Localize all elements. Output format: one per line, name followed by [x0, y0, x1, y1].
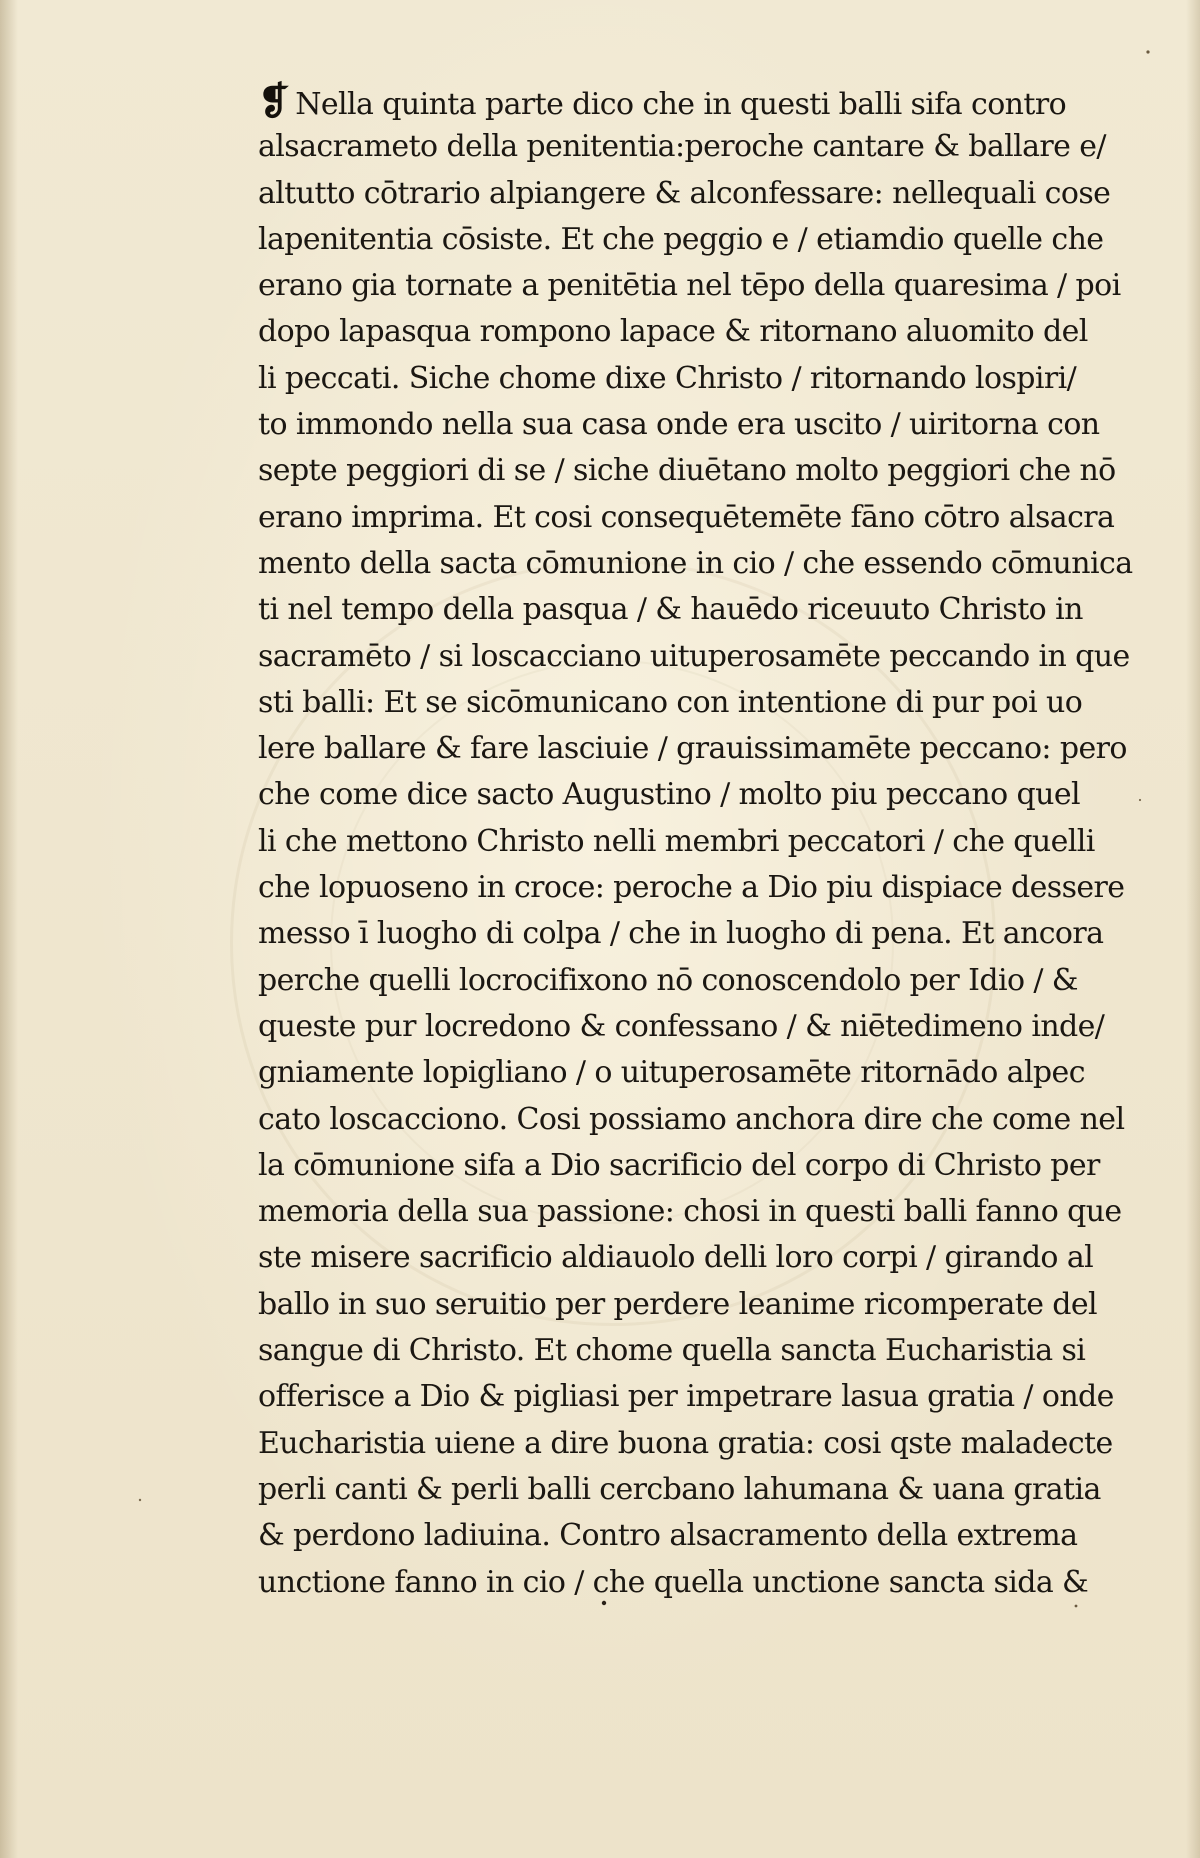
text-line: alsacrameto della penitentia:peroche cantare & ballare e/	[258, 129, 1106, 165]
text-line: memoria della sua passione: chosi in questi balli fanno que	[258, 1194, 1122, 1230]
ink-speck	[1139, 799, 1141, 801]
ink-speck	[139, 1499, 141, 1501]
text-line-content: Nella quinta parte dico che in questi balli sifa contro	[295, 87, 1067, 122]
text-line: li che mettono Christo nelli membri peccatori / che quelli	[258, 823, 1095, 859]
text-line: to immondo nella sua casa onde era uscito / uiritorna con	[258, 407, 1100, 443]
text-line: ballo in suo seruitio per perdere leanime ricomperate del	[258, 1286, 1098, 1322]
text-line: ti nel tempo della pasqua / & hauēdo riceuuto Christo in	[258, 592, 1083, 628]
text-line: lere ballare & fare lasciuie / grauissimamēte peccano: pero	[258, 731, 1127, 767]
ink-speck	[1146, 50, 1149, 53]
text-line: la cōmunione sifa a Dio sacrificio del corpo di Christo per	[258, 1147, 1100, 1183]
text-line: sti balli: Et se sicōmunicano con intentione di pur poi uo	[258, 684, 1083, 720]
text-line: mento della sacta cōmunione in cio / che essendo cōmunica	[258, 545, 1133, 581]
text-line: sangue di Christo. Et chome quella sancta Eucharistia si	[258, 1333, 1086, 1369]
text-line: ste misere sacrificio aldiauolo delli loro corpi / girando al	[258, 1240, 1094, 1276]
paragraph-mark-icon: ❡	[258, 78, 290, 123]
text-line: messo ī luogho di colpa / che in luogho di pena. Et ancora	[258, 916, 1104, 952]
text-line: dopo lapasqua rompono lapace & ritornano aluomito del	[258, 314, 1088, 350]
text-line: perche quelli locrocifixono nō conoscendolo per Idio / &	[258, 962, 1078, 998]
text-line: erano gia tornate a penitētia nel tēpo della quaresima / poi	[258, 268, 1121, 304]
text-line: che come dice sacto Augustino / molto piu peccano quel	[258, 777, 1081, 813]
text-line: erano imprima. Et cosi consequētemēte fāno cōtro alsacra	[258, 499, 1115, 535]
text-line: sacramēto / si loscacciano uituperosamēte peccando in que	[258, 638, 1130, 674]
text-line: & perdono ladiuina. Contro alsacramento della extrema	[258, 1518, 1078, 1554]
text-line: gniamente lopigliano / o uituperosamēte ritornādo alpec	[258, 1055, 1085, 1091]
text-line: cato loscacciono. Cosi possiamo anchora dire che come nel	[258, 1101, 1125, 1137]
ink-speck	[602, 1601, 606, 1605]
text-line: che lopuoseno in croce: peroche a Dio piu dispiace dessere	[258, 870, 1125, 906]
text-line: unctione fanno in cio / che quella unctione sancta sida &	[258, 1564, 1089, 1600]
text-line: Eucharistia uiene a dire buona gratia: cosi qste maladecte	[258, 1425, 1113, 1461]
text-line: perli canti & perli balli cercbano lahumana & uana gratia	[258, 1471, 1101, 1507]
text-line: offerisce a Dio & pigliasi per impetrare lasua gratia / onde	[258, 1379, 1114, 1415]
text-line: li peccati. Siche chome dixe Christo / ritornando lospiri/	[258, 360, 1077, 396]
text-line: lapenitentia cōsiste. Et che peggio e / etiamdio quelle che	[258, 221, 1104, 257]
ink-speck	[1075, 1605, 1078, 1608]
text-line: septe peggiori di se / siche diuētano molto peggiori che nō	[258, 453, 1116, 489]
text-line: queste pur locredono & confessano / & niētedimeno inde/	[258, 1008, 1105, 1044]
text-line: altutto cōtrario alpiangere & alconfessare: nellequali cose	[258, 175, 1111, 211]
